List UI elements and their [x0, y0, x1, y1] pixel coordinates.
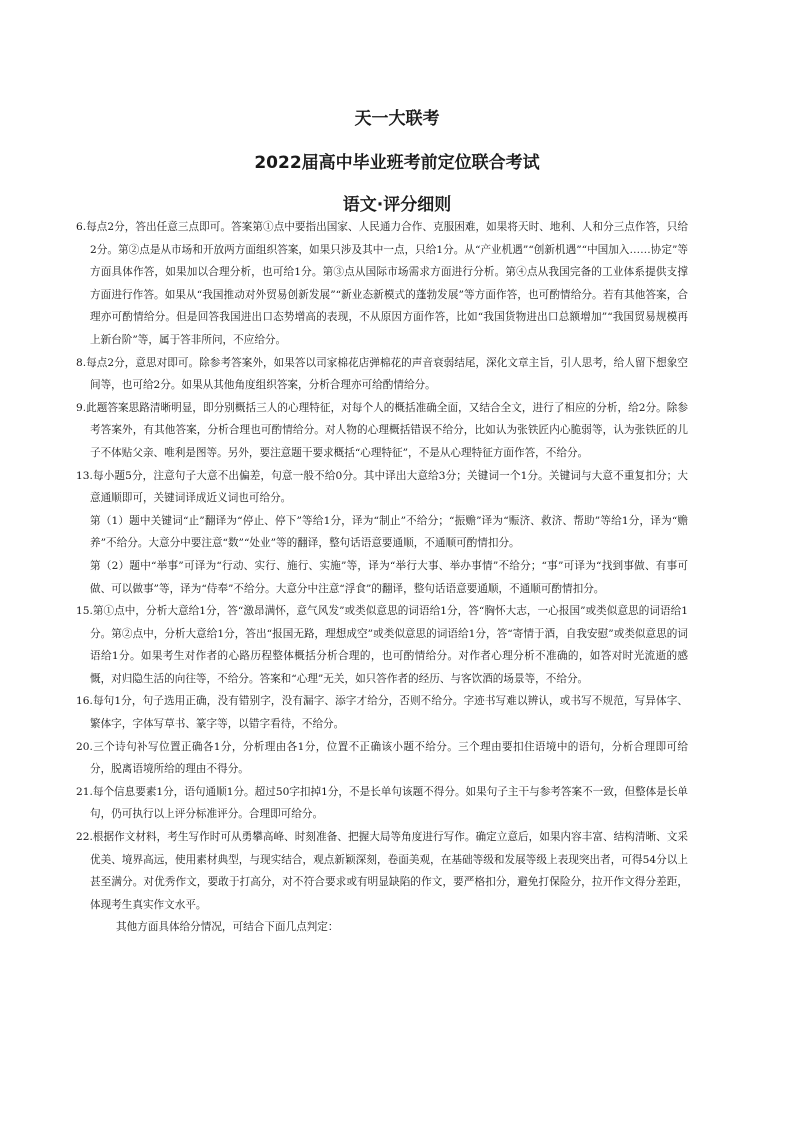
rule-item-8: 8.每点2分，意思对即可。除参考答案外，如果答以司家棉花店弹棉花的声音衰弱结尾，深化文章主旨，引人思考，给人留下想象空间等，也可给2分。如果从其他角度组织答案，分析合理亦可给酌情给分。 — [76, 356, 688, 392]
rule-item-6: 6.每点2分，答出任意三点即可。答案第①点中要指出国家、人民通力合作、克服困难，如果将天时、地利、人和分三点作答，只给2分。第②点是从市场和开放两方面组织答案，如果只涉及其中一点，只给1分。从“产业机遇”“创新机遇”“中国加入……协定”等方面具体作答，如果加以合理分析，也可给1分。第③点从国际市场需求方面进行分析。第④点从我国完备的工业体系提供支撑方面进行作答。如果从“我国推动对外贸易创新发展”“新业态新模式的蓬勃发展”等方面作答，也可酌情给分。若有其他答案，合理亦可酌情给分。但是回答我国进出口态势增高的表现，不从原因方面作答，比如“我国货物进出口总额增加”“我国贸易规模再上新台阶”等，属于答非所问，不应给分。 — [76, 221, 688, 346]
rule-item-15: 15.第①点中，分析大意给1分，答“激昂满怀，意气风发”或类似意思的词语给1分，答“胸怀大志，一心报国”或类似意思的词语给1分。第②点中，分析大意给1分，答出“报国无路，理想成空”或类似意思的词语给1分，答“寄情于酒，自我安慰”或类似意思的词语给1分。如果考生对作者的心路历程整体概括分析合理的，也可酌情给分。对作者心理分析不准确的，如答对时光流逝的感慨，对归隐生活的向往等，不给分。答案和“心理”无关，如只答作者的经历、与客饮酒的场景等，不给分。 — [76, 605, 688, 685]
exam-series-title: 天一大联考 — [354, 109, 440, 129]
subject-title: 语文·评分细则 — [342, 195, 452, 215]
closing-line: 其他方面具体给分情况，可结合下面几点判定： — [116, 921, 339, 934]
rule-item-16: 16.每句1分，句子选用正确，没有错别字，没有漏字、添字才给分，否则不给分。字迹书写难以辨认，或书写不规范，写异体字、繁体字，字体写草书、篆字等，以错字看待，不给分。 — [76, 695, 688, 731]
scoring-rules — [76, 216, 688, 939]
exam-name-title: 2022届高中毕业班考前定位联合考试 — [254, 153, 540, 173]
rule-item-21: 21.每个信息要素1分，语句通顺1分。超过50字扣掉1分，不是长单句该题不得分。如果句子主干与参考答案不一致，但整体是长单句，仍可执行以上评分标准评分。合理即可给分。 — [76, 785, 689, 821]
rule-item-13: 13.每小题5分，注意句子大意不出偏差，句意一般不给0分。其中译出大意给3分；关键词一个1分。关键词与大意不重复扣分；大意通顺即可，关键词译成近义词也可给分。 — [76, 469, 688, 505]
rule-item-13-sub-1: 第（1）题中关键词“止”翻译为“停止、停下”等给1分，译为“制止”不给分；“振赡”译为“赈济、救济、帮助”等给1分，译为“赡养”不给分。大意分中要注意“数”“处业”等的翻译，整句话语意要通顺，不通顺可酌情扣分。 — [90, 514, 688, 550]
rule-item-13-sub-2: 第（2）题中“举事”可译为“行动、实行、施行、实施”等，译为“举行大事、举办事情”不给分；“事”可译为“找到事做、有事可做、可以做事”等，译为“侍奉”不给分。大意分中注意“浮食”的翻译，整句话语意要通顺，不通顺可酌情扣分。 — [90, 559, 688, 595]
rule-item-22: 22.根据作文材料，考生写作时可从勇攀高峰、时刻准备、把握大局等角度进行写作。确定立意后，如果内容丰富、结构清晰、文采优美、境界高远，使用素材典型，与现实结合，观点新颖深刻，卷面美观，在基础等级和发展等级上表现突出者，可得54分以上甚至满分。对优秀作文，要敢于打高分，对不符合要求或有明显缺陷的作文，要严格扣分，避免打保险分，拉开作文得分差距，体现考生真实作文水平。 — [76, 831, 688, 911]
rule-item-9: 9.此题答案思路清晰明显，即分别概括三人的心理特征，对每个人的概括准确全面，又结合全文，进行了相应的分析，给2分。除参考答案外，有其他答案，分析合理也可酌情给分。对人物的心理概括错误不给分，比如认为张铁匠内心脆弱等，认为张铁匠的儿子不体贴父亲、唯利是图等。另外，要注意题干要求概括“心理特征”，不是从心理特征方面作答，不给分。 — [76, 401, 688, 459]
rule-item-20: 20.三个诗句补写位置正确各1分，分析理由各1分，位置不正确该小题不给分。三个理由要扣住语境中的语句，分析合理即可给分，脱离语境所给的理由不得分。 — [76, 740, 688, 776]
